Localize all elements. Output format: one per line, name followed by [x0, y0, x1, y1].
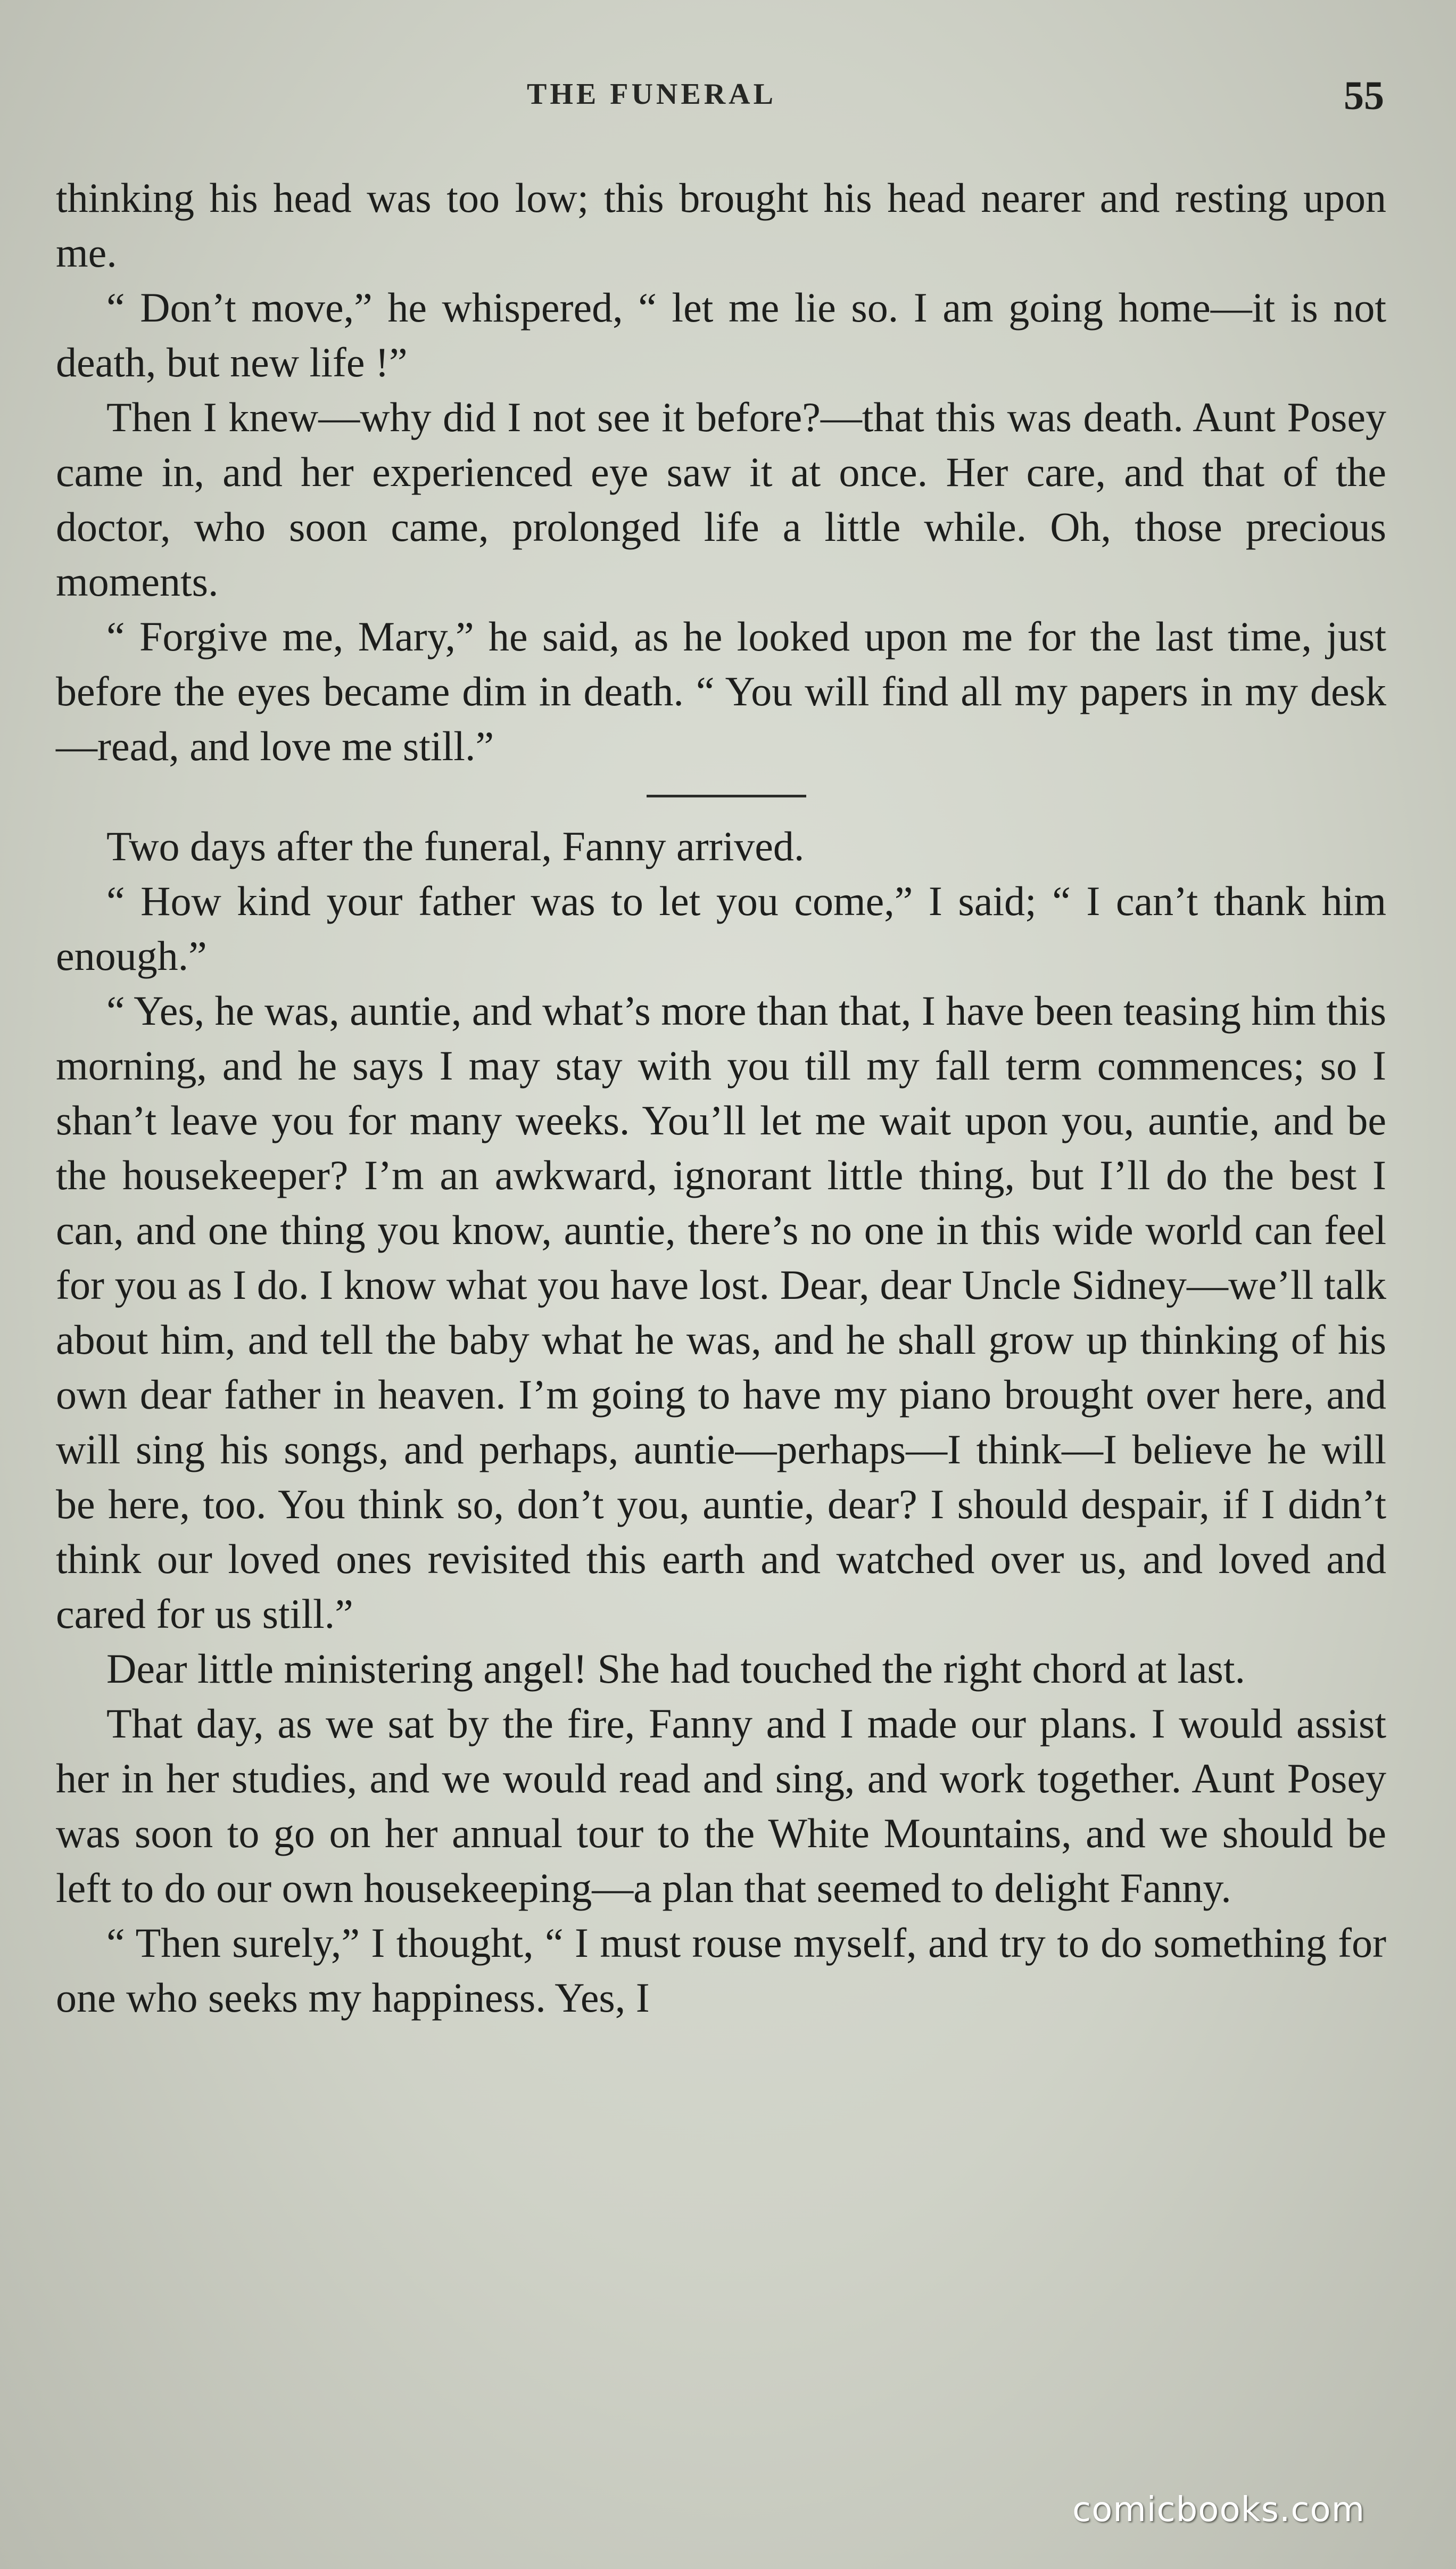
running-title: THE FUNERAL — [527, 78, 776, 111]
page-number: 55 — [1344, 73, 1384, 118]
body-text — [56, 170, 1386, 2025]
paragraph: “ Yes, he was, auntie, and what’s more than that, I have been teasing him this morning, and he says I may stay with you till my fall term commences; so I shan’t leave you for many weeks. You’ll let me wait upon you, auntie, and be the housekeeper? I’m an awkward, ignorant little thing, but I’ll do the best I can, and one thing you know, auntie, there’s no one in this wide world can feel for you as I do. I know what you have lost. Dear, dear Uncle Sidney—we’ll talk about him, and tell the baby what he was, and he shall grow up thinking of his own dear father in heaven. I’m going to have my piano brought over here, and will sing his songs, and perhaps, auntie—perhaps—I think—I believe he will be here, too. You think so, don’t you, auntie, dear? I should despair, if I didn’t think our loved ones revisited this earth and watched over us, and loved and cared for us still.” — [56, 987, 1386, 1637]
paragraph: That day, as we sat by the fire, Fanny and I made our plans. I would assist her in her studies, and we would read and sing, and work together. Aunt Posey was soon to go on her annual tour to the White Mountains, and we should be left to do our own housekeeping—a plan that seemed to delight Fanny. — [56, 1700, 1386, 1911]
running-head — [0, 73, 1456, 120]
paragraph: thinking his head was too low; this brought his head nearer and resting upon me. — [56, 175, 1386, 276]
paragraph: Then I knew—why did I not see it before?—that this was death. Aunt Posey came in, and her experienced eye saw it at once. Her care, and that of the doctor, who soon came, prolonged life a little while. Oh, those precious moments. — [56, 394, 1386, 605]
paragraph: “ Forgive me, Mary,” he said, as he looked upon me for the last time, just before the eyes became dim in death. “ You will find all my papers in my desk—read, and love me still.” — [56, 613, 1386, 769]
section-separator — [647, 795, 806, 797]
paragraph: Dear little ministering angel! She had touched the right chord at last. — [106, 1645, 1246, 1692]
paragraph: Two days after the funeral, Fanny arrived. — [106, 823, 805, 869]
paragraph: “ Don’t move,” he whispered, “ let me lie so. I am going home—it is not death, but new life !” — [56, 284, 1386, 385]
paragraph: “ Then surely,” I thought, “ I must rouse myself, and try to do something for one who seeks my happiness. Yes, I — [56, 1920, 1386, 2021]
watermark: comicbooks.com — [1072, 2490, 1366, 2530]
paragraph: “ How kind your father was to let you come,” I said; “ I can’t thank him enough.” — [56, 878, 1386, 979]
